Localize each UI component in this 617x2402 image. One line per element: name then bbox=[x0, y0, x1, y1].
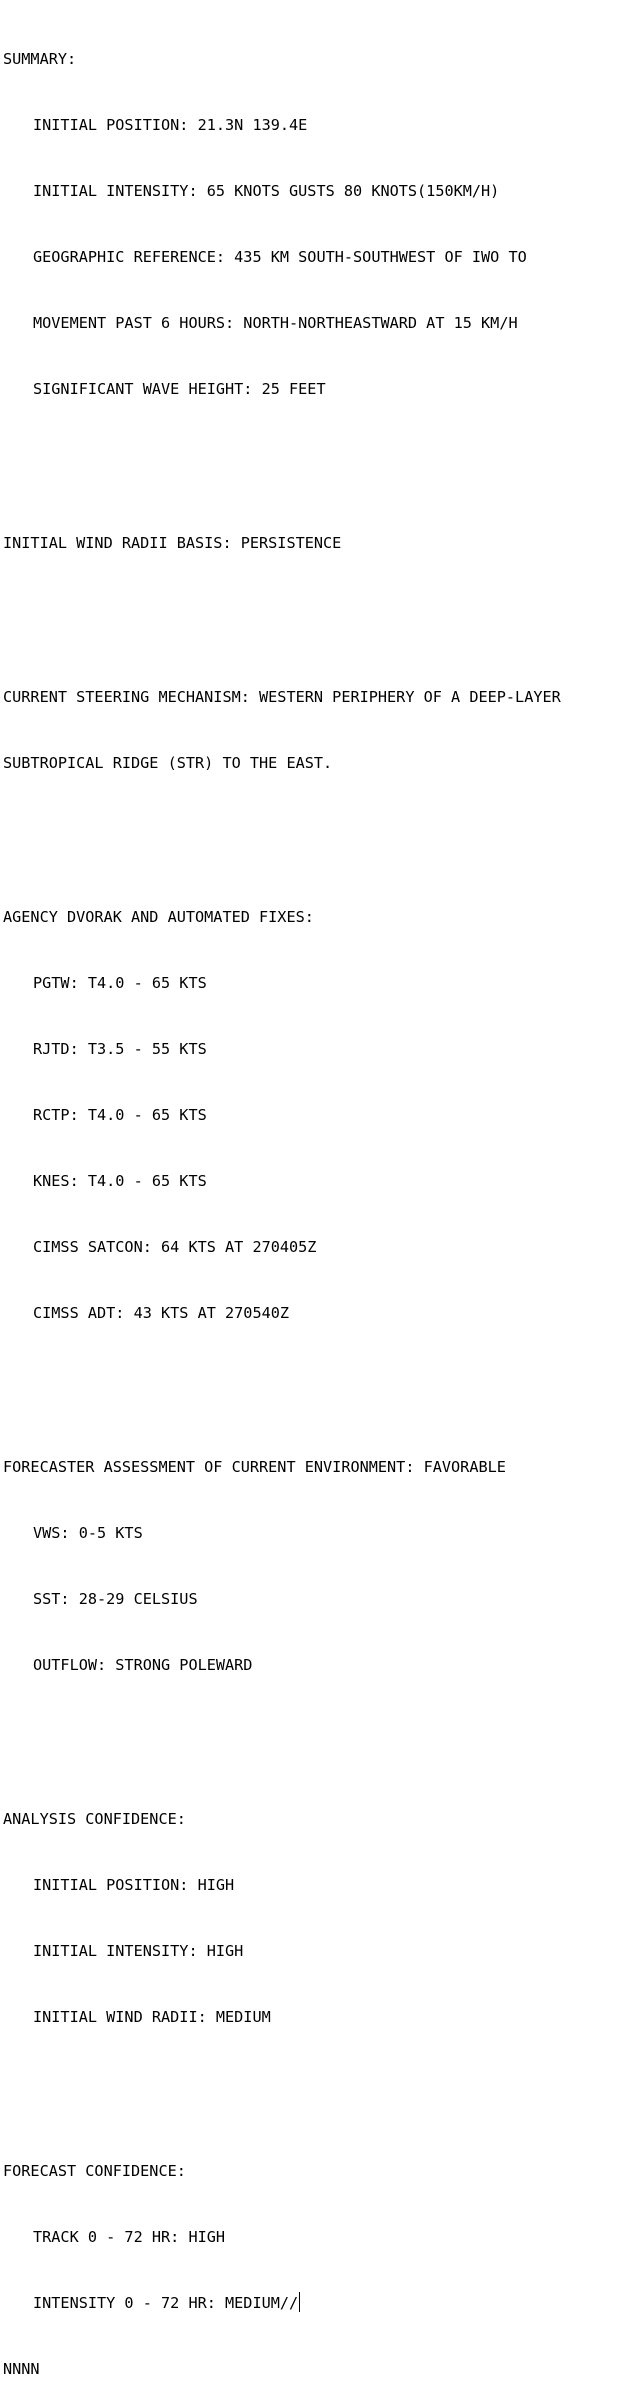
analysis-confidence-heading: ANALYSIS CONFIDENCE: bbox=[3, 1810, 186, 1828]
fix-cimss-adt: CIMSS ADT: 43 KTS AT 270540Z bbox=[33, 1304, 290, 1322]
summary-movement: MOVEMENT PAST 6 HOURS: NORTH-NORTHEASTWARD AT 15 KM/H bbox=[33, 314, 518, 332]
wind-radii-basis: INITIAL WIND RADII BASIS: PERSISTENCE bbox=[3, 534, 342, 552]
text-cursor bbox=[299, 2292, 300, 2312]
summary-geographic-reference: GEOGRAPHIC REFERENCE: 435 KM SOUTH-SOUTHWEST OF IWO TO bbox=[33, 248, 527, 266]
blank-line bbox=[3, 1720, 615, 1742]
summary-initial-position: INITIAL POSITION: 21.3N 139.4E bbox=[33, 116, 308, 134]
blank-line bbox=[3, 598, 615, 620]
analysis-initial-intensity: INITIAL INTENSITY: HIGH bbox=[33, 1942, 244, 1960]
fixes-heading: AGENCY DVORAK AND AUTOMATED FIXES: bbox=[3, 908, 314, 926]
summary-heading: SUMMARY: bbox=[3, 50, 77, 68]
environment-vws: VWS: 0-5 KTS bbox=[33, 1524, 143, 1542]
blank-line bbox=[3, 2072, 615, 2094]
blank-line bbox=[3, 1368, 615, 1390]
environment-sst: SST: 28-29 CELSIUS bbox=[33, 1590, 198, 1608]
analysis-initial-position: INITIAL POSITION: HIGH bbox=[33, 1876, 235, 1894]
fix-cimss-satcon: CIMSS SATCON: 64 KTS AT 270405Z bbox=[33, 1238, 317, 1256]
forecast-track: TRACK 0 - 72 HR: HIGH bbox=[33, 2228, 226, 2246]
forecast-intensity: INTENSITY 0 - 72 HR: MEDIUM// bbox=[33, 2294, 299, 2312]
summary-initial-intensity: INITIAL INTENSITY: 65 KNOTS GUSTS 80 KNOTS(150KM/H) bbox=[33, 182, 500, 200]
fix-rjtd: RJTD: T3.5 - 55 KTS bbox=[33, 1040, 207, 1058]
bulletin-text[interactable] bbox=[3, 4, 615, 2402]
environment-heading: FORECASTER ASSESSMENT OF CURRENT ENVIRONMENT: FAVORABLE bbox=[3, 1458, 506, 1476]
fix-pgtw: PGTW: T4.0 - 65 KTS bbox=[33, 974, 207, 992]
forecast-intensity-line bbox=[3, 2292, 615, 2314]
blank-line bbox=[3, 444, 615, 466]
steering-line-2: SUBTROPICAL RIDGE (STR) TO THE EAST. bbox=[3, 754, 333, 772]
fix-knes: KNES: T4.0 - 65 KTS bbox=[33, 1172, 207, 1190]
steering-line-1: CURRENT STEERING MECHANISM: WESTERN PERIPHERY OF A DEEP-LAYER bbox=[3, 688, 561, 706]
end-marker: NNNN bbox=[3, 2360, 40, 2378]
environment-outflow: OUTFLOW: STRONG POLEWARD bbox=[33, 1656, 253, 1674]
blank-line bbox=[3, 818, 615, 840]
summary-wave-height: SIGNIFICANT WAVE HEIGHT: 25 FEET bbox=[33, 380, 326, 398]
fix-rctp: RCTP: T4.0 - 65 KTS bbox=[33, 1106, 207, 1124]
top-edge bbox=[0, 0, 617, 2]
forecast-confidence-heading: FORECAST CONFIDENCE: bbox=[3, 2162, 186, 2180]
analysis-initial-wind-radii: INITIAL WIND RADII: MEDIUM bbox=[33, 2008, 271, 2026]
